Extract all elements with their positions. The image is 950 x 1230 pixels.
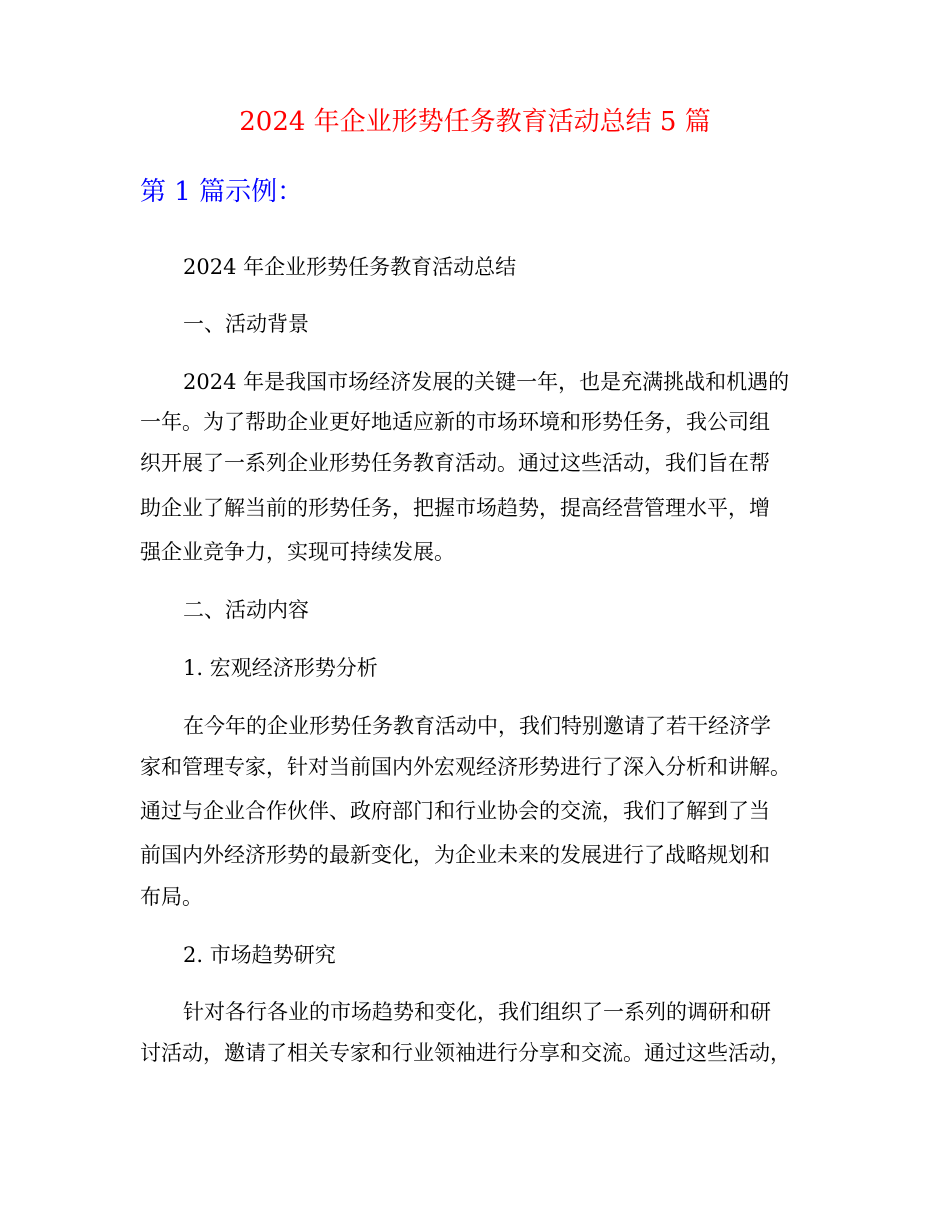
paragraph-subtitle: 2024 年企业形势任务教育活动总结	[183, 255, 517, 279]
paragraph-line: 在今年的企业形势任务教育活动中，我们特别邀请了若干经济学	[183, 714, 771, 738]
paragraph-line: 一年。为了帮助企业更好地适应新的市场环境和形势任务，我公司组	[140, 410, 770, 434]
section-heading-background: 一、活动背景	[183, 312, 309, 336]
section-heading-content: 二、活动内容	[183, 598, 309, 622]
paragraph-line: 家和管理专家，针对当前国内外宏观经济形势进行了深入分析和讲解。	[140, 755, 791, 779]
paragraph-line: 前国内外经济形势的最新变化，为企业未来的发展进行了战略规划和	[140, 843, 770, 867]
paragraph-line: 通过与企业合作伙伴、政府部门和行业协会的交流，我们了解到了当	[140, 799, 770, 823]
paragraph-line: 2024 年是我国市场经济发展的关键一年，也是充满挑战和机遇的	[183, 370, 790, 394]
example-heading: 第 1 篇示例：	[140, 177, 304, 207]
paragraph-line: 针对各行各业的市场趋势和变化，我们组织了一系列的调研和研	[183, 1000, 771, 1024]
subsection-heading: 2. 市场趋势研究	[183, 943, 336, 967]
paragraph-line: 布局。	[140, 885, 203, 909]
document-title: 2024 年企业形势任务教育活动总结 5 篇	[239, 107, 711, 137]
paragraph-line: 强企业竞争力，实现可持续发展。	[140, 540, 455, 564]
paragraph-line: 讨活动，邀请了相关专家和行业领袖进行分享和交流。通过这些活动，	[140, 1041, 791, 1065]
paragraph-line: 助企业了解当前的形势任务，把握市场趋势，提高经营管理水平，增	[140, 496, 770, 520]
subsection-heading: 1. 宏观经济形势分析	[183, 656, 378, 680]
paragraph-line: 织开展了一系列企业形势任务教育活动。通过这些活动，我们旨在帮	[140, 451, 770, 475]
